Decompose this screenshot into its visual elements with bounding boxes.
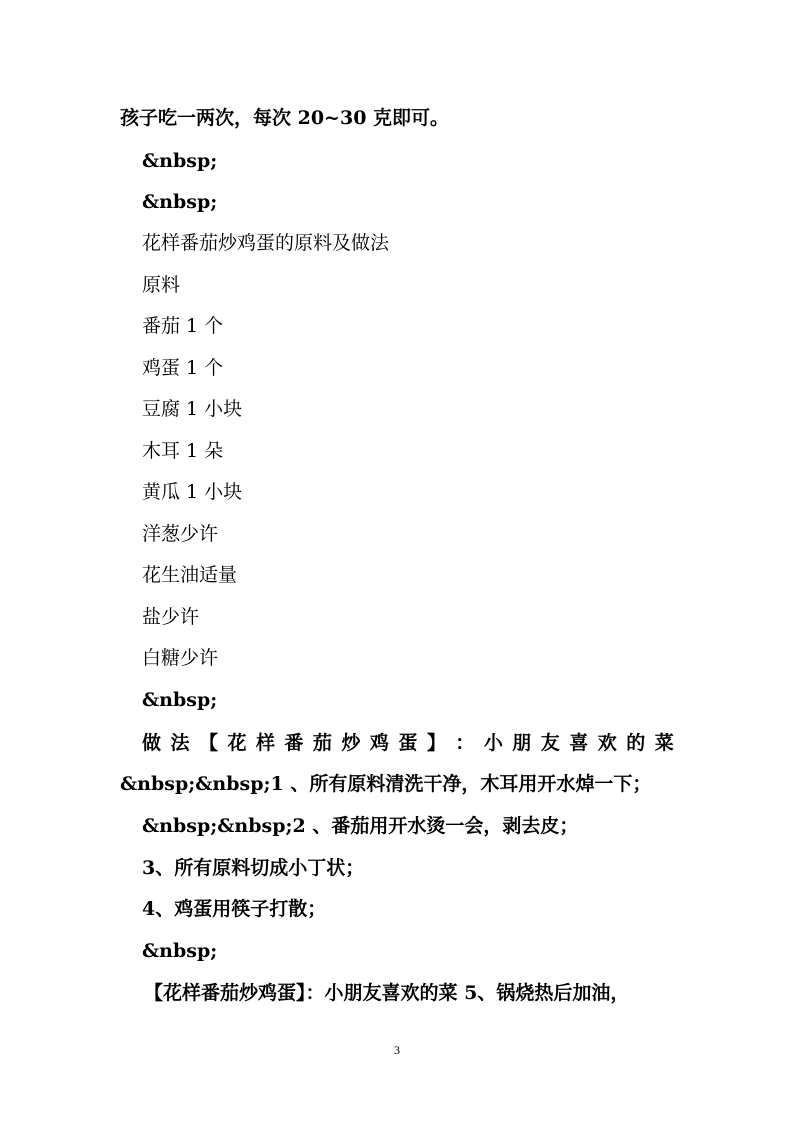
ingredient-line: 白糖少许 bbox=[142, 647, 219, 669]
ingredient-line: 洋葱少许 bbox=[142, 523, 219, 545]
paragraph-line: &nbsp; bbox=[142, 191, 218, 213]
paragraph-line: &nbsp; bbox=[142, 940, 218, 962]
justified-char: 喜 bbox=[569, 732, 589, 754]
justified-char: 菜 bbox=[654, 732, 674, 754]
ingredient-line: 鸡蛋 1 个 bbox=[142, 357, 224, 379]
justified-char: 番 bbox=[284, 732, 304, 754]
page-number: 3 bbox=[394, 1043, 400, 1057]
justified-char: 鸡 bbox=[369, 732, 389, 754]
justified-char: 做 bbox=[142, 732, 162, 754]
justified-char: 样 bbox=[255, 732, 275, 754]
step-line: 【花样番茄炒鸡蛋】：小朋友喜欢的菜 5、锅烧热后加油， bbox=[144, 982, 630, 1004]
step-line: &nbsp;&nbsp;2 、番茄用开水烫一会，剥去皮； bbox=[142, 815, 579, 837]
justified-char: 友 bbox=[540, 732, 560, 754]
justified-char: 蛋 bbox=[398, 732, 418, 754]
paragraph-line: 孩子吃一两次，每次 20~30 克即可。 bbox=[120, 107, 450, 129]
recipe-title: 花样番茄炒鸡蛋的原料及做法 bbox=[142, 232, 390, 254]
ingredient-line: 豆腐 1 小块 bbox=[142, 398, 243, 420]
ingredient-line: 木耳 1 朵 bbox=[142, 440, 224, 462]
method-heading-line bbox=[142, 731, 674, 755]
justified-char: 小 bbox=[483, 732, 503, 754]
justified-char: ： bbox=[455, 732, 475, 754]
justified-char: 欢 bbox=[597, 732, 617, 754]
step-line: 4、鸡蛋用筷子打散； bbox=[142, 898, 327, 920]
justified-char: 茄 bbox=[312, 732, 332, 754]
justified-char: 】 bbox=[426, 732, 446, 754]
justified-char: 炒 bbox=[341, 732, 361, 754]
ingredient-line: 番茄 1 个 bbox=[142, 315, 224, 337]
justified-char: 的 bbox=[626, 732, 646, 754]
justified-char: 朋 bbox=[512, 732, 532, 754]
justified-char: 花 bbox=[227, 732, 247, 754]
justified-char: 法 bbox=[170, 732, 190, 754]
ingredient-line: 黄瓜 1 小块 bbox=[142, 481, 243, 503]
paragraph-line: &nbsp; bbox=[142, 689, 218, 711]
ingredient-line: 花生油适量 bbox=[142, 564, 238, 586]
section-heading: 原料 bbox=[142, 274, 181, 296]
ingredient-line: 盐少许 bbox=[142, 606, 200, 628]
step-line: &nbsp;&nbsp;1 、所有原料清洗干净，木耳用开水焯一下； bbox=[120, 773, 652, 795]
justified-char: 【 bbox=[198, 732, 218, 754]
paragraph-line: &nbsp; bbox=[142, 150, 218, 172]
step-line: 3、所有原料切成小丁状； bbox=[142, 857, 365, 879]
